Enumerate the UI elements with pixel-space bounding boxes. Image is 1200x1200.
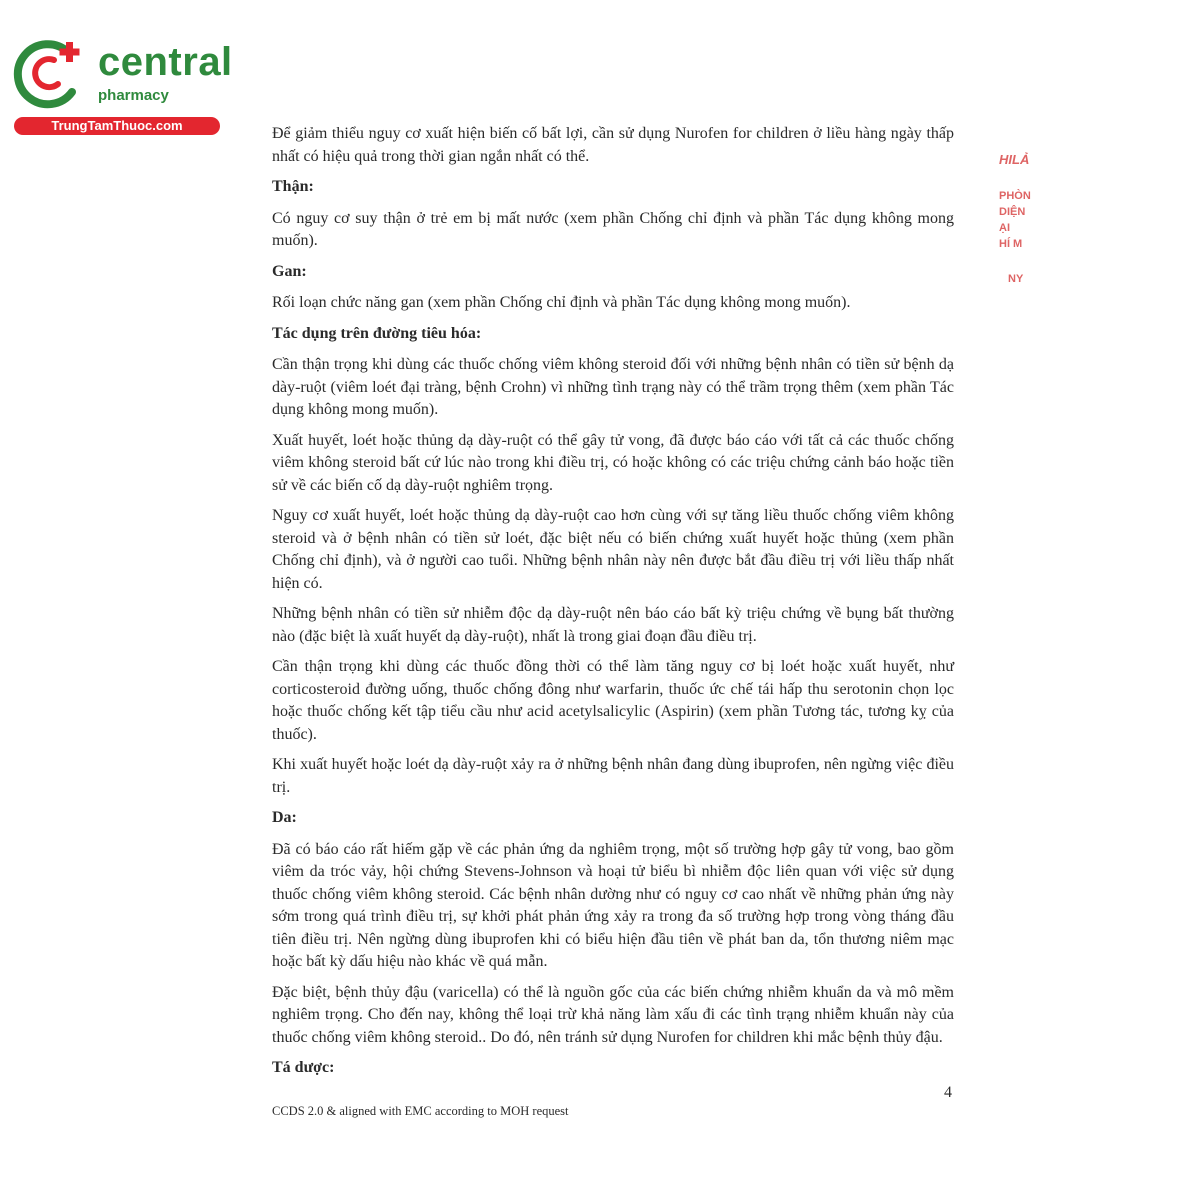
paragraph-skin-1: Đã có báo cáo rất hiếm gặp về các phản ứng da nghiêm trọng, một số trường hợp gây tử vong, bao gồm viêm da tróc vảy, hội chứng Stevens-Johnson và hoại tử biểu bì nhiễm độc liên quan với việc sử dụng thuốc chống viêm không steroid. Các bệnh nhân dường như có nguy cơ cao nhất về những phản ứng này sớm trong quá trình điều trị, sự khởi phát phản ứng xảy ra trong đa số trường hợp trong vòng tháng đầu tiên điều trị. Nên ngừng dùng ibuprofen khi có biểu hiện đầu tiên về phát ban da, tổn thương niêm mạc hoặc bất kỳ dấu hiệu nào khác về quá mẫn. xyxy=(272,840,954,970)
heading-excipients: Tá dược: xyxy=(272,1059,335,1076)
document-body xyxy=(272,123,954,1089)
stamp-line: DIỆN xyxy=(999,206,1026,218)
brand-website: TrungTamThuoc.com xyxy=(14,117,220,135)
heading-skin: Da: xyxy=(272,809,297,826)
brand-subtitle: pharmacy xyxy=(98,87,169,104)
paragraph-gi-1: Cần thận trọng khi dùng các thuốc chống viêm không steroid đối với những bệnh nhân có tiền sử bệnh dạ dày-ruột (viêm loét đại tràng, bệnh Crohn) vì những tình trạng này có thể trầm trọng thêm (xem phần Tác dụng không mong muốn). xyxy=(272,356,954,418)
stamp-line: PHÒN xyxy=(999,190,1031,202)
paragraph-gi-5: Cần thận trọng khi dùng các thuốc đồng thời có thể làm tăng nguy cơ bị loét hoặc xuất huyết, như corticosteroid đường uống, thuốc chống đông như warfarin, thuốc ức chế tái hấp thu serotonin chọn lọc hoặc thuốc chống kết tập tiểu cầu như acid acetylsalicylic (Aspirin) (xem phần Tương tác, tương kỵ của thuốc). xyxy=(272,658,954,743)
paragraph-liver: Rối loạn chức năng gan (xem phần Chống chỉ định và phần Tác dụng không mong muốn). xyxy=(272,294,851,311)
stamp-line: ẠI xyxy=(999,222,1010,234)
heading-liver: Gan: xyxy=(272,262,307,280)
pharmacy-logo-icon xyxy=(10,38,92,110)
stamp-line: HILẢ xyxy=(999,152,1030,167)
paragraph-gi-2: Xuất huyết, loét hoặc thủng dạ dày-ruột có thể gây tử vong, đã được báo cáo với tất cả các thuốc chống viêm không steroid bất cứ lúc nào trong khi điều trị, có hoặc không có các triệu chứng cảnh báo hoặc tiền sử về các biến cố dạ dày-ruột nghiêm trọng. xyxy=(272,431,954,494)
brand-logo xyxy=(10,36,233,136)
page-footer: CCDS 2.0 & aligned with EMC according to MOH request xyxy=(272,1104,569,1118)
heading-kidney: Thận: xyxy=(272,178,314,195)
paragraph-gi-4: Những bệnh nhân có tiền sử nhiễm độc dạ dày-ruột nên báo cáo bất kỳ triệu chứng về bụng bất thường nào (đặc biệt là xuất huyết dạ dày-ruột), nhất là trong giai đoạn đầu điều trị. xyxy=(272,605,954,645)
paragraph-gi-6: Khi xuất huyết hoặc loét dạ dày-ruột xảy ra ở những bệnh nhân đang dùng ibuprofen, nên ngừng việc điều trị. xyxy=(272,756,954,796)
heading-gastrointestinal: Tác dụng trên đường tiêu hóa: xyxy=(272,324,482,342)
paragraph-gi-3: Nguy cơ xuất huyết, loét hoặc thủng dạ dày-ruột cao hơn cùng với sự tăng liều thuốc chống viêm không steroid và ở bệnh nhân có tiền sử loét, đặc biệt nếu có biến chứng xuất huyết hoặc thủng (xem phần Chống chỉ định), và ở người cao tuổi. Những bệnh nhân này nên được bắt đầu điều trị với liều thấp nhất hiện có. xyxy=(272,507,954,592)
brand-name: central xyxy=(98,40,233,84)
stamp-line: NY xyxy=(1008,273,1024,285)
official-stamp xyxy=(996,148,1036,298)
page-number: 4 xyxy=(944,1084,952,1101)
paragraph-intro: Để giảm thiểu nguy cơ xuất hiện biến cố bất lợi, cần sử dụng Nurofen for children ở liều hàng ngày thấp nhất có hiệu quả trong thời gian ngắn nhất có thể. xyxy=(272,125,954,165)
paragraph-skin-2: Đặc biệt, bệnh thủy đậu (varicella) có thể là nguồn gốc của các biến chứng nhiễm khuẩn da và mô mềm nghiêm trọng. Cho đến nay, không thể loại trừ khả năng làm xấu đi các tình trạng nhiễm khuẩn này của thuốc chống viêm không steroid.. Do đó, nên tránh sử dụng Nurofen for children khi mắc bệnh thủy đậu. xyxy=(272,983,954,1046)
stamp-line: HÍ M xyxy=(999,238,1023,250)
paragraph-kidney: Có nguy cơ suy thận ở trẻ em bị mất nước (xem phần Chống chỉ định và phần Tác dụng không mong muốn). xyxy=(272,209,954,249)
